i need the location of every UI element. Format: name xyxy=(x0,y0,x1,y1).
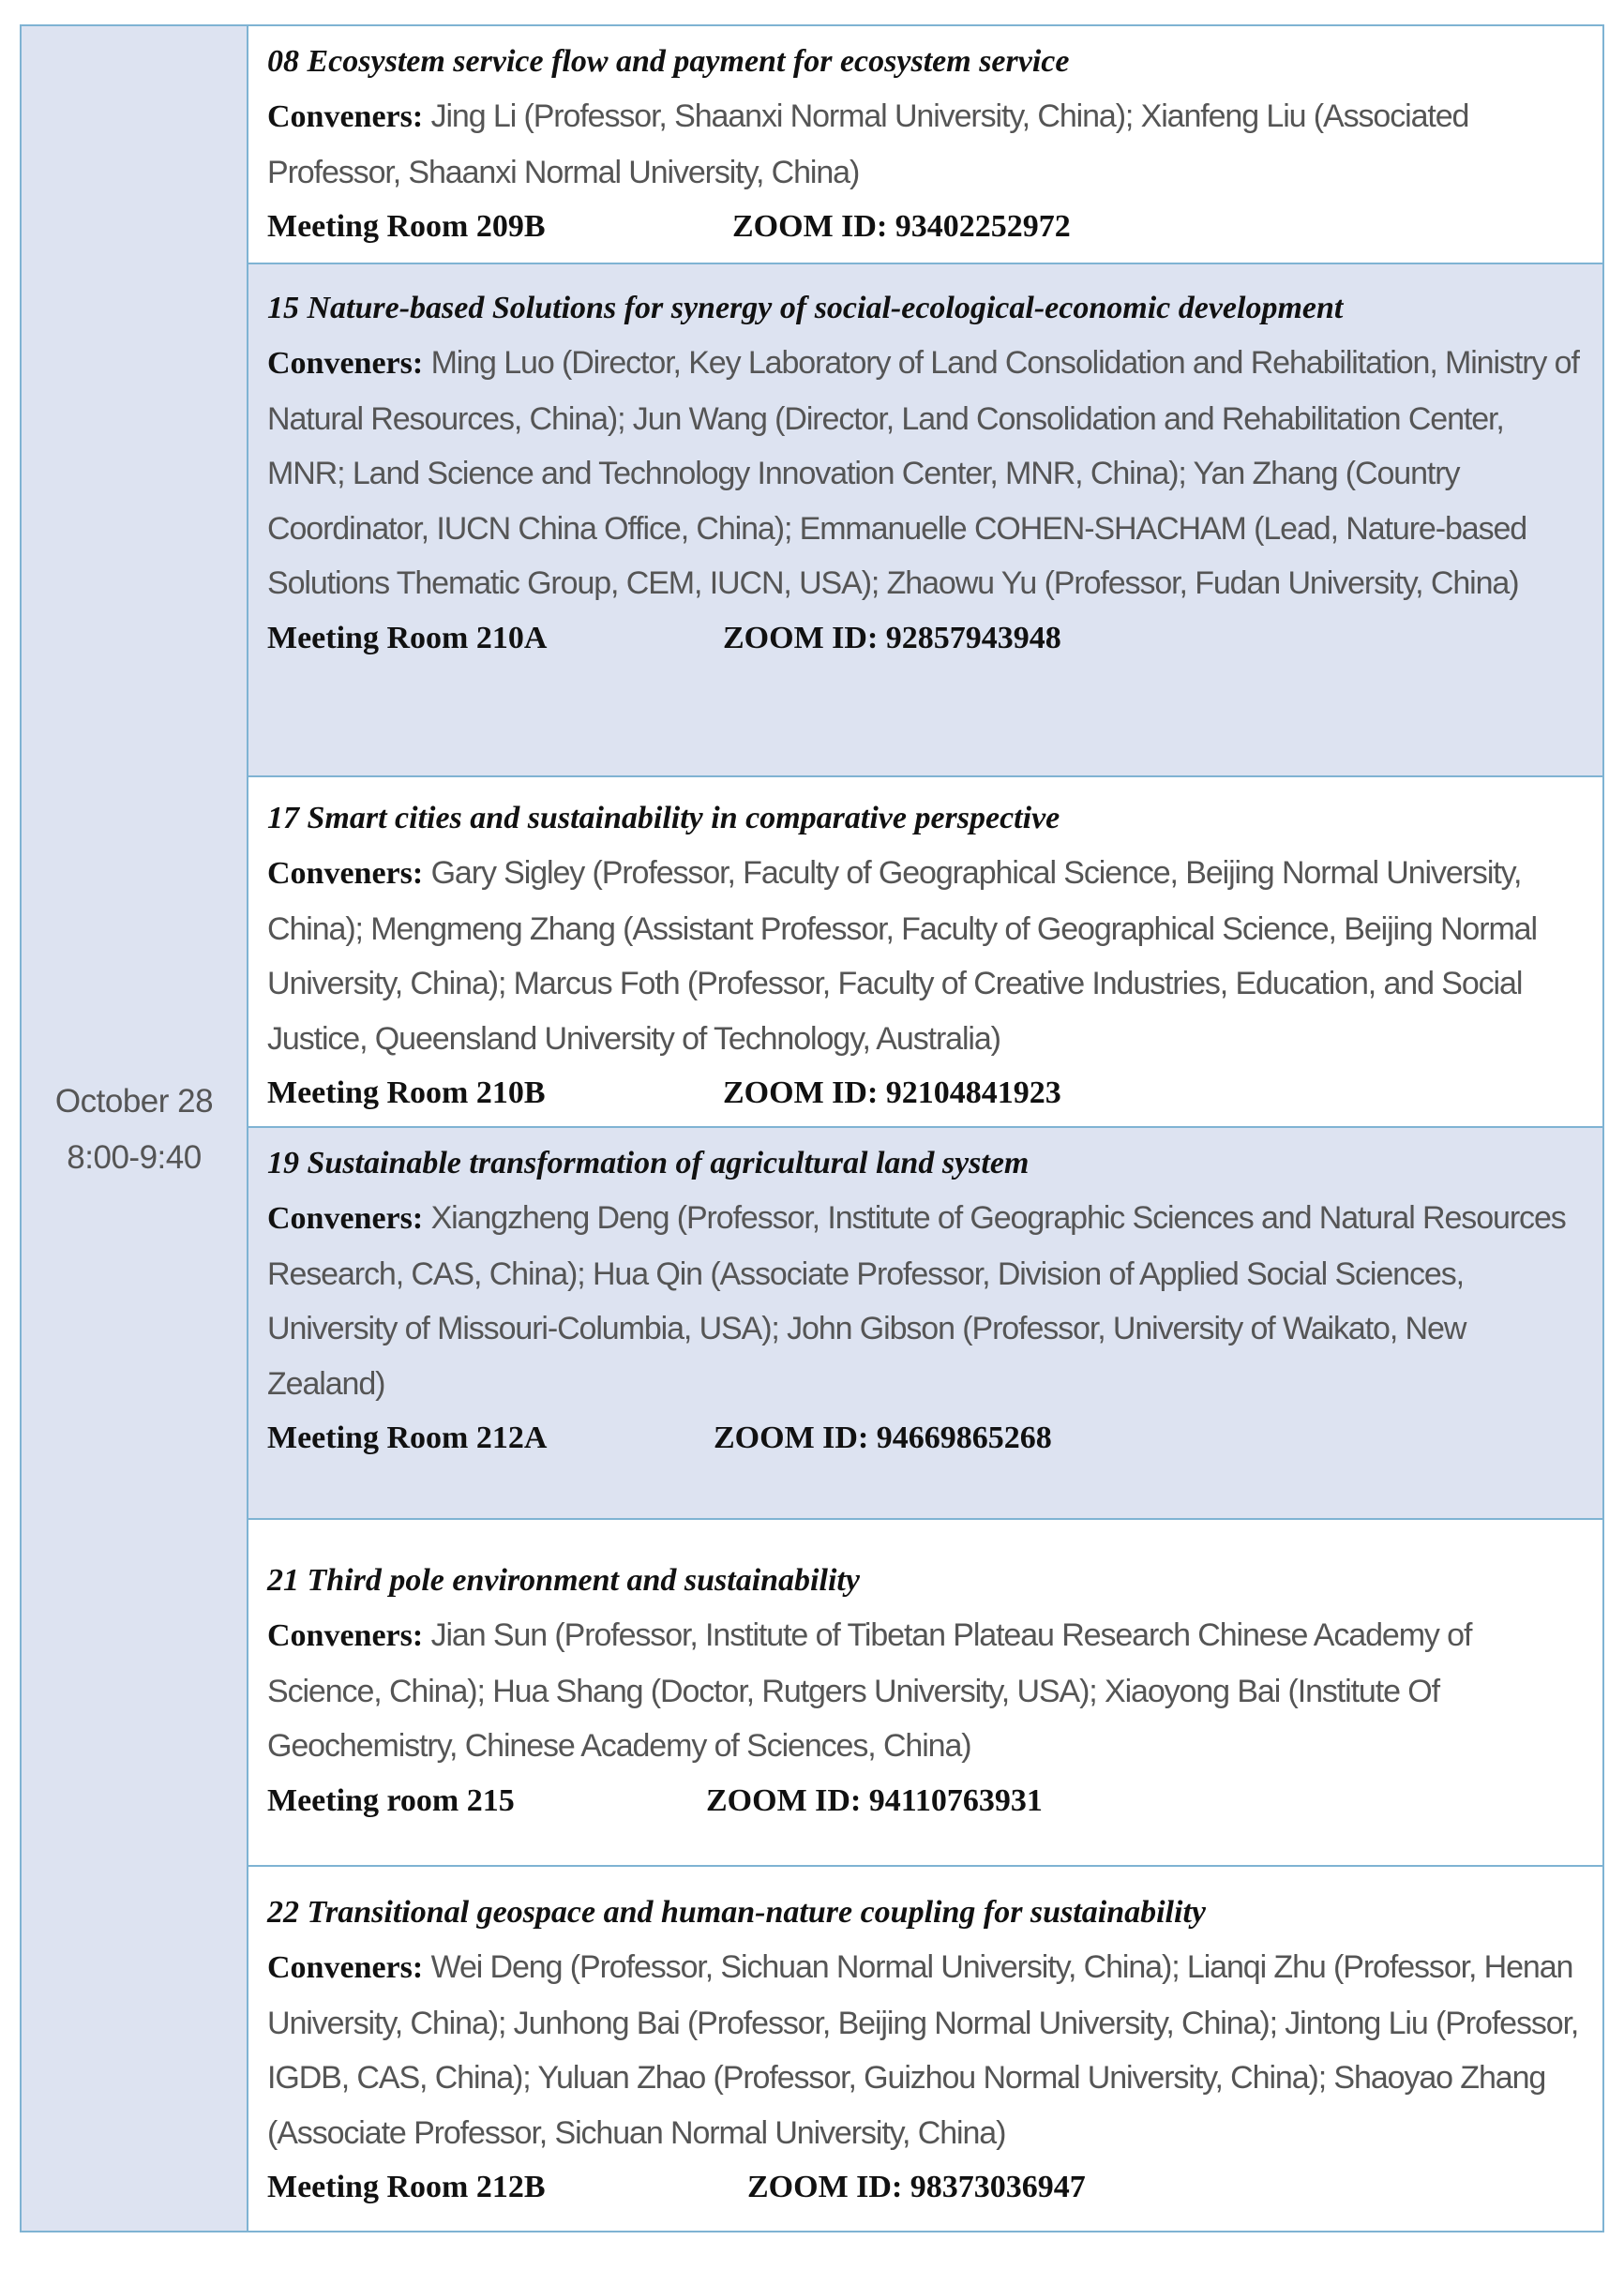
date-column xyxy=(22,26,248,2231)
date-time-cell xyxy=(22,1074,247,1186)
session-row xyxy=(248,1128,1602,1520)
session-conveners xyxy=(267,336,1586,611)
zoom-id: 92104841923 xyxy=(885,1075,1061,1110)
conveners-label: Conveners: xyxy=(267,346,424,381)
session-row xyxy=(248,1867,1602,2231)
conveners-text: Wei Deng (Professor, Sichuan Normal University, China); Lianqi Zhu (Professor, Henan University, China); Junhong Bai (Professor, Beijing Normal University, China); Jintong Liu (Professor, IGDB, CAS, China); Yuluan Zhao (Professor, Guizhou Normal University, China); Shaoyao Zhang (Associate Professor, Sichuan Normal University, China) xyxy=(267,1949,1579,2151)
conveners-text: Jing Li (Professor, Shaanxi Normal University, China); Xianfeng Liu (Associated Professor, Shaanxi Normal University, China) xyxy=(267,98,1469,190)
session-conveners xyxy=(267,846,1586,1066)
conveners-label: Conveners: xyxy=(267,99,424,134)
zoom-label: ZOOM ID: xyxy=(706,1782,862,1818)
zoom-id: 92857943948 xyxy=(885,620,1061,655)
meeting-room: Meeting Room 210B xyxy=(267,1075,546,1110)
session-row xyxy=(248,1520,1602,1867)
zoom-label: ZOOM ID: xyxy=(732,209,888,244)
zoom-id: 93402252972 xyxy=(895,209,1071,244)
session-conveners xyxy=(267,89,1586,200)
sessions-list xyxy=(248,26,1602,2231)
conveners-label: Conveners: xyxy=(267,1201,424,1236)
schedule-table xyxy=(20,24,1604,2232)
zoom-id: 94669865268 xyxy=(876,1421,1052,1455)
conveners-text: Xiangzheng Deng (Professor, Institute of Geographic Sciences and Natural Resources Research, CAS, China); Hua Qin (Associate Professor, Division of Applied Social Sciences, University of Missouri-Columbia, USA); John Gibson (Professor, University of Waikato, New Zealand) xyxy=(267,1200,1566,1402)
session-conveners xyxy=(267,1940,1586,2160)
session-meeting-info xyxy=(267,1411,1586,1466)
conveners-label: Conveners: xyxy=(267,856,424,891)
meeting-room: Meeting Room 209B xyxy=(267,209,546,244)
zoom-label: ZOOM ID: xyxy=(747,2170,903,2204)
zoom-id: 94110763931 xyxy=(868,1782,1043,1818)
session-conveners xyxy=(267,1608,1586,1774)
conveners-text: Gary Sigley (Professor, Faculty of Geographical Science, Beijing Normal University, China); Mengmeng Zhang (Assistant Professor, Faculty of Geographical Science, Beijing Normal University, China); Marcus Foth (Professor, Faculty of Creative Industries, Education, and Social Justice, Queensland University of Technology, Australia) xyxy=(267,855,1537,1057)
date-time: 8:00-9:40 xyxy=(67,1139,202,1176)
session-title: 21 Third pole environment and sustainability xyxy=(267,1563,860,1598)
zoom-label: ZOOM ID: xyxy=(723,620,879,655)
session-meeting-info xyxy=(267,1774,1586,1828)
zoom-id: 98373036947 xyxy=(910,2170,1086,2204)
session-title: 22 Transitional geospace and human-nature coupling for sustainability xyxy=(267,1895,1206,1930)
conveners-text: Ming Luo (Director, Key Laboratory of Land Consolidation and Rehabilitation, Ministry of Natural Resources, China); Jun Wang (Director, Land Consolidation and Rehabilitation Center, MNR; Land Science and Technology Innovation Center, MNR, China); Yan Zhang (Country Coordinator, IUCN China Office, China); Emmanuelle COHEN-SHACHAM (Lead, Nature-based Solutions Thematic Group, CEM, IUCN, USA); Zhaowu Yu (Professor, Fudan University, China) xyxy=(267,345,1579,601)
zoom-label: ZOOM ID: xyxy=(723,1075,879,1110)
session-title: 19 Sustainable transformation of agricultural land system xyxy=(267,1146,1030,1180)
meeting-room: Meeting room 215 xyxy=(267,1782,515,1818)
conveners-label: Conveners: xyxy=(267,1950,424,1985)
session-row xyxy=(248,777,1602,1128)
conveners-text: Jian Sun (Professor, Institute of Tibetan Plateau Research Chinese Academy of Science, China); Hua Shang (Doctor, Rutgers University, USA); Xiaoyong Bai (Institute Of Geochemistry, Chinese Academy of Sciences, China) xyxy=(267,1617,1472,1764)
session-row xyxy=(248,264,1602,777)
session-row xyxy=(248,26,1602,264)
session-conveners xyxy=(267,1191,1586,1411)
meeting-room: Meeting Room 212B xyxy=(267,2170,546,2204)
session-title: 15 Nature-based Solutions for synergy of social-ecological-economic development xyxy=(267,291,1344,325)
session-meeting-info xyxy=(267,611,1586,666)
meeting-room: Meeting Room 212A xyxy=(267,1421,548,1455)
session-title: 17 Smart cities and sustainability in comparative perspective xyxy=(267,801,1060,835)
conveners-label: Conveners: xyxy=(267,1618,424,1653)
session-meeting-info xyxy=(267,200,1586,254)
session-title: 08 Ecosystem service flow and payment for ecosystem service xyxy=(267,44,1070,79)
meeting-room: Meeting Room 210A xyxy=(267,620,548,655)
session-meeting-info xyxy=(267,2160,1586,2215)
date-day: October 28 xyxy=(54,1083,214,1120)
session-meeting-info xyxy=(267,1066,1586,1120)
zoom-label: ZOOM ID: xyxy=(714,1421,869,1455)
